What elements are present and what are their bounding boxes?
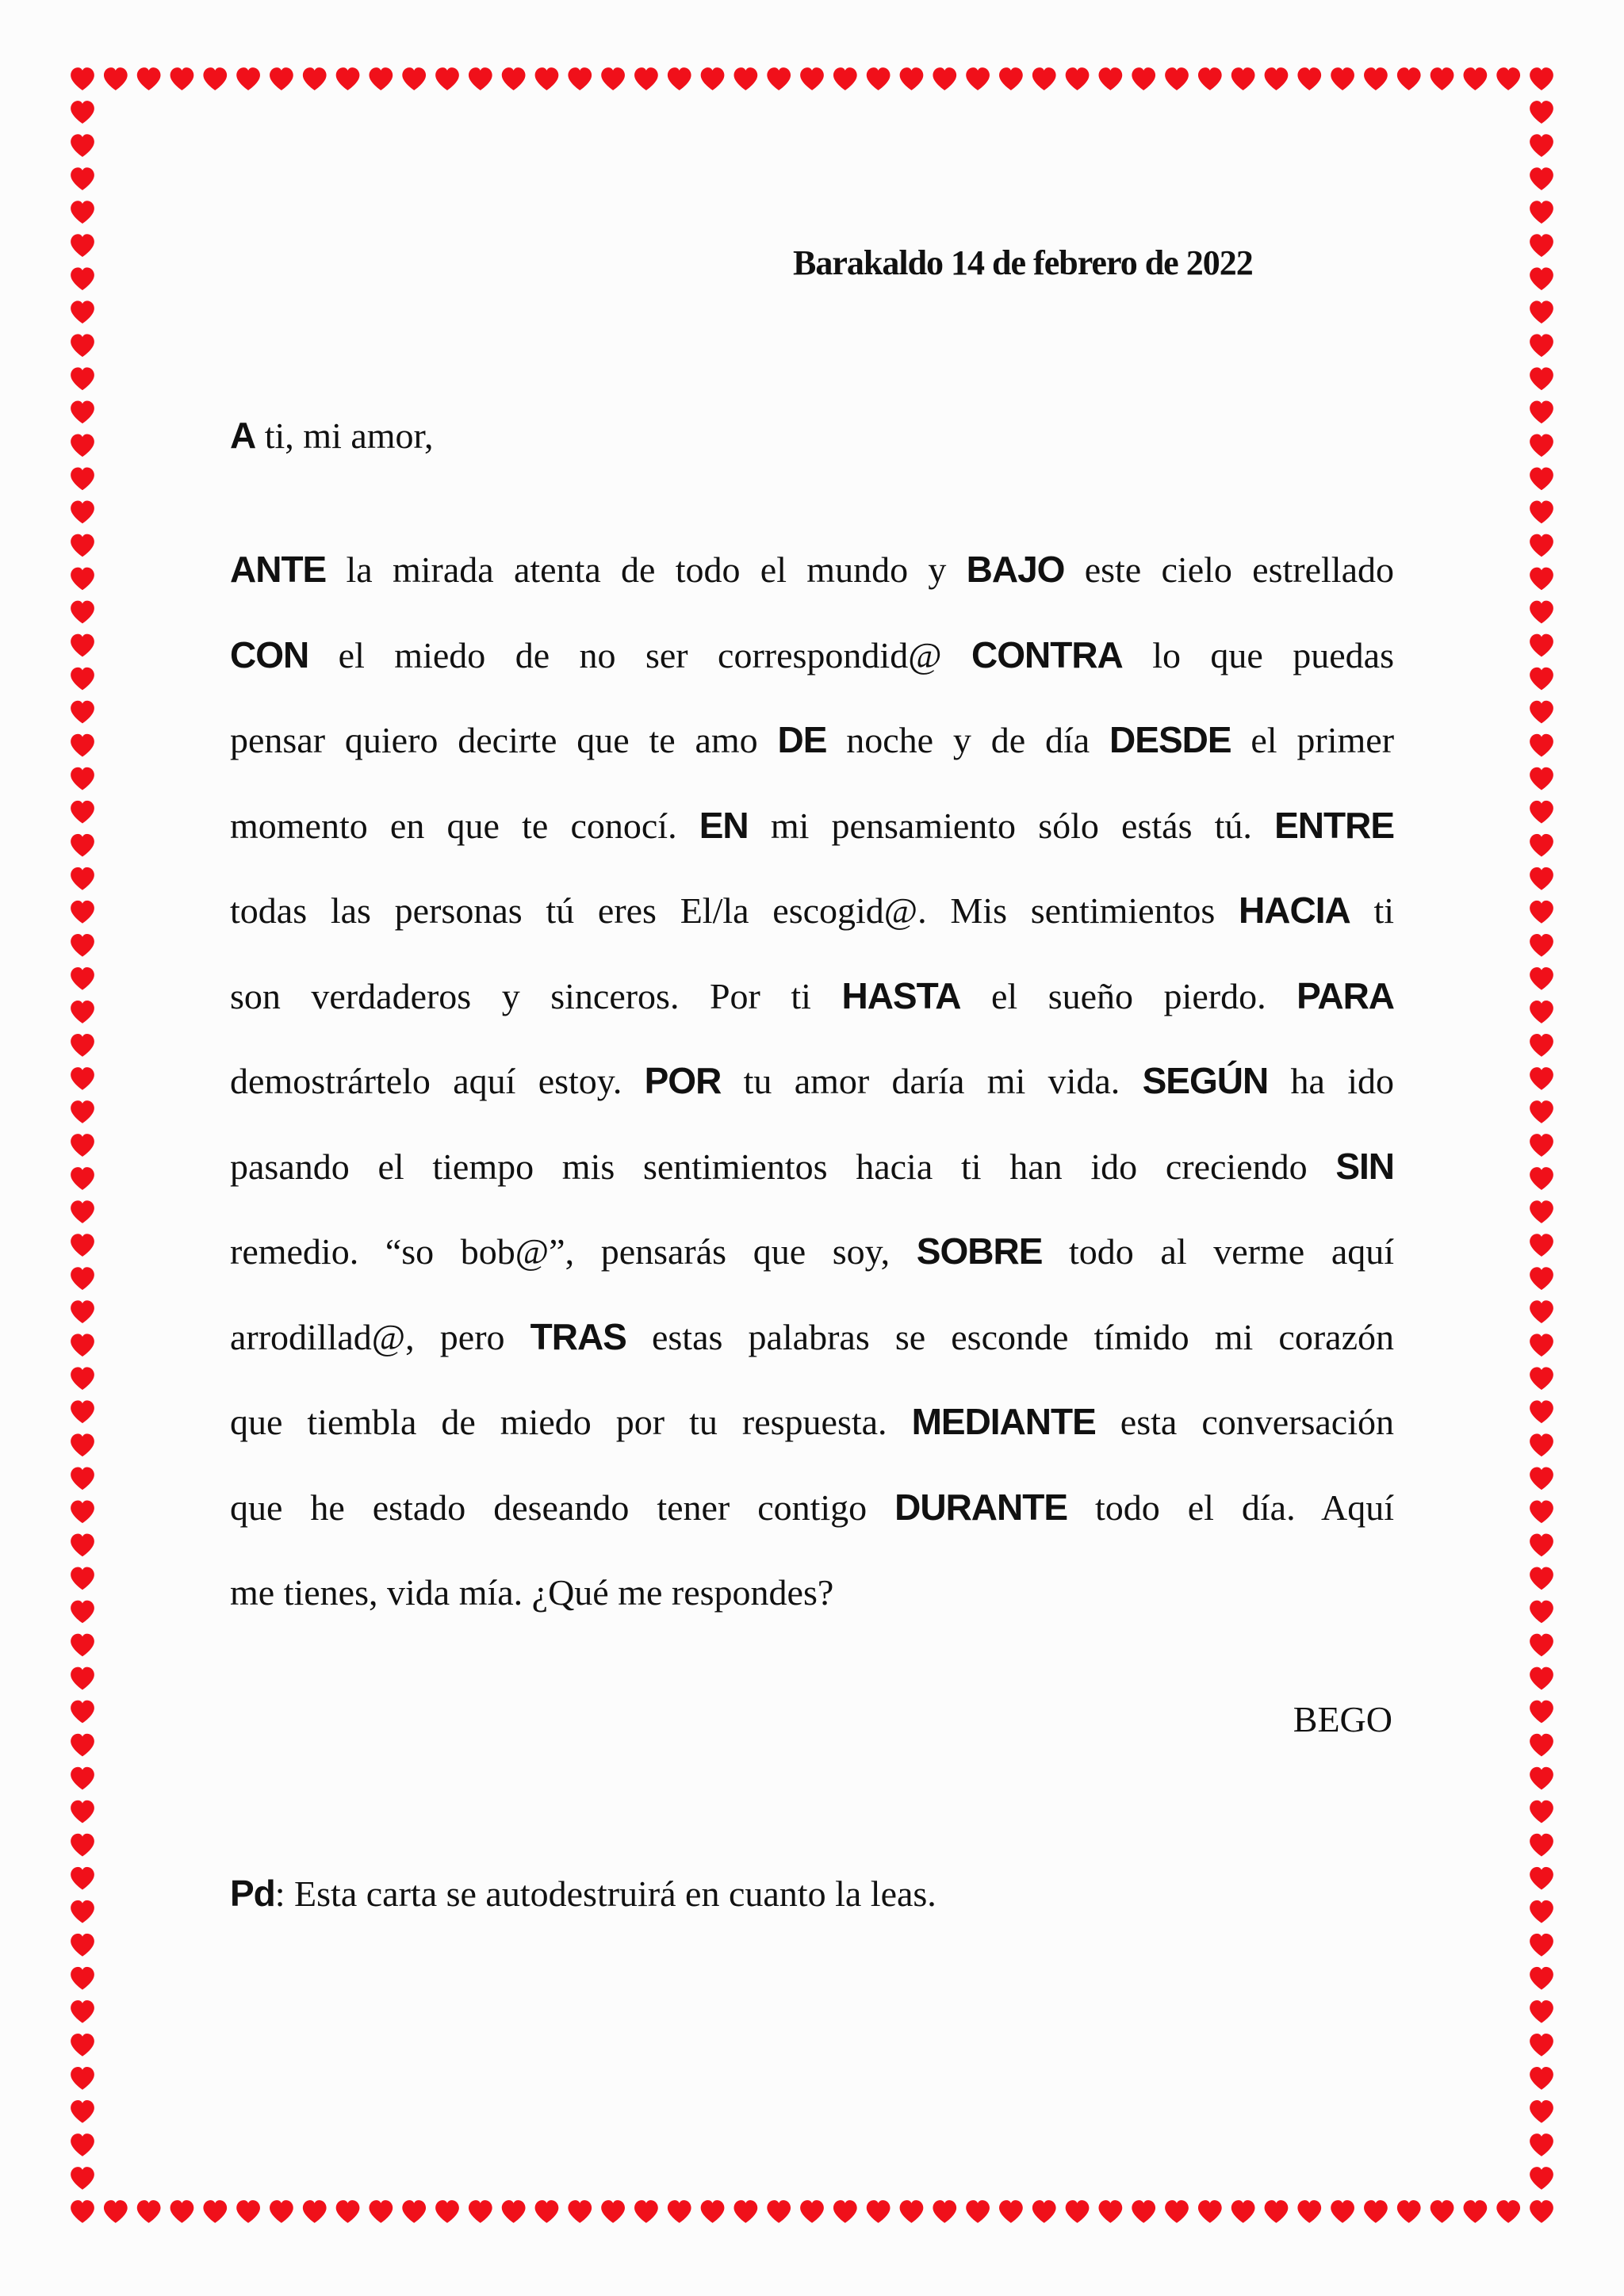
preposition-highlight: TRAS	[530, 1315, 626, 1357]
heart-icon	[601, 67, 625, 90]
body-line	[230, 527, 1394, 613]
heart-icon	[1530, 1800, 1553, 1823]
heart-icon	[1530, 1001, 1553, 1024]
heart-icon	[1032, 67, 1056, 90]
body-text-segment: lo que puedas	[1122, 634, 1394, 675]
heart-icon	[1530, 2200, 1553, 2223]
heart-icon	[270, 67, 293, 90]
heart-icon	[1530, 1433, 1553, 1456]
heart-icon	[71, 1100, 94, 1123]
heart-icon	[1132, 2200, 1155, 2223]
heart-icon	[71, 1334, 94, 1357]
heart-icon	[1530, 2000, 1553, 2023]
heart-icon	[1530, 534, 1553, 557]
heart-icon	[104, 2200, 128, 2223]
heart-icon	[1231, 2200, 1255, 2223]
heart-icon	[137, 2200, 161, 2223]
heart-icon	[833, 67, 857, 90]
heart-icon	[71, 1934, 94, 1957]
heart-icon	[535, 2200, 559, 2223]
heart-icon	[502, 2200, 526, 2223]
heart-icon	[1397, 2200, 1421, 2223]
heart-icon	[303, 2200, 327, 2223]
preposition-highlight: PARA	[1297, 974, 1395, 1016]
heart-icon	[1530, 300, 1553, 323]
heart-icon	[71, 1734, 94, 1757]
heart-icon	[502, 67, 526, 90]
heart-icon	[733, 2200, 757, 2223]
heart-icon	[71, 2000, 94, 2023]
body-line	[230, 613, 1394, 698]
heart-icon	[1530, 334, 1553, 357]
body-text-segment: todas las personas tú eres El/la escogid@. Mis sentimientos	[230, 890, 1239, 931]
heart-icon	[71, 2133, 94, 2156]
body-text-segment: ti	[1350, 890, 1395, 931]
heart-icon	[999, 67, 1023, 90]
heart-icon	[71, 1433, 94, 1456]
heart-icon	[104, 67, 128, 90]
heart-icon	[1530, 1601, 1553, 1624]
heart-icon	[71, 1267, 94, 1290]
preposition-highlight: MEDIANTE	[911, 1401, 1096, 1442]
heart-icon	[1530, 234, 1553, 257]
heart-icon	[634, 67, 658, 90]
heart-icon	[1530, 1167, 1553, 1190]
heart-icon	[71, 1967, 94, 1990]
heart-icon	[71, 601, 94, 624]
heart-icon	[435, 67, 459, 90]
preposition-highlight: HASTA	[841, 974, 961, 1016]
heart-icon	[71, 967, 94, 990]
preposition-highlight: POR	[644, 1060, 722, 1101]
heart-icon	[71, 300, 94, 323]
preposition-highlight: DURANTE	[894, 1486, 1068, 1528]
heart-icon	[1530, 867, 1553, 890]
heart-icon	[469, 2200, 492, 2223]
body-text-segment: esta conversación	[1095, 1402, 1394, 1442]
body-text-segment: son verdaderos y sinceros. Por ti	[230, 975, 842, 1016]
heart-icon	[71, 1134, 94, 1157]
heart-icon	[71, 734, 94, 757]
heart-icon	[1530, 468, 1553, 491]
body-text-segment: me tienes, vida mía. ¿Qué me respondes?	[230, 1572, 834, 1613]
heart-icon	[71, 2067, 94, 2090]
preposition-highlight: HACIA	[1239, 890, 1350, 931]
body-line	[230, 954, 1394, 1039]
heart-icon	[170, 2200, 194, 2223]
preposition-highlight: DE	[777, 719, 827, 760]
heart-icon	[1530, 1500, 1553, 1523]
heart-icon	[867, 2200, 891, 2223]
heart-icon	[1530, 1067, 1553, 1090]
body-line	[230, 783, 1394, 869]
postscript-text: : Esta carta se autodestruirá en cuanto la leas.	[274, 1873, 936, 1914]
body-line	[230, 1380, 1394, 1465]
heart-icon	[71, 167, 94, 190]
heart-icon	[1530, 1367, 1553, 1390]
heart-icon	[1530, 1767, 1553, 1790]
heart-icon	[336, 67, 360, 90]
heart-icon	[1530, 134, 1553, 157]
heart-icon	[1530, 801, 1553, 824]
heart-icon	[71, 1001, 94, 1024]
body-line	[230, 1550, 1394, 1636]
heart-icon	[170, 67, 194, 90]
heart-icon	[1530, 2100, 1553, 2123]
heart-icon	[71, 2034, 94, 2057]
heart-icon	[1331, 67, 1354, 90]
preposition-highlight: EN	[699, 804, 749, 846]
body-text-segment: la mirada atenta de todo el mundo y	[326, 549, 967, 590]
heart-icon	[1431, 2200, 1454, 2223]
heart-icon	[1530, 2067, 1553, 2090]
heart-icon	[1397, 67, 1421, 90]
heart-icon	[369, 2200, 393, 2223]
heart-icon	[71, 1767, 94, 1790]
preposition-highlight: CON	[230, 633, 309, 675]
heart-icon	[71, 1800, 94, 1823]
heart-icon	[1530, 1200, 1553, 1223]
heart-icon	[1463, 67, 1487, 90]
letter-body	[230, 527, 1394, 1636]
body-text-segment: demostrártelo aquí estoy.	[230, 1061, 645, 1101]
body-line	[230, 1465, 1394, 1551]
heart-icon	[900, 2200, 924, 2223]
preposition-highlight: ANTE	[230, 549, 327, 590]
heart-icon	[1530, 1400, 1553, 1423]
heart-icon	[1364, 67, 1388, 90]
heart-icon	[71, 1300, 94, 1323]
heart-icon	[369, 67, 393, 90]
body-text-segment: el sueño pierdo.	[960, 975, 1297, 1016]
heart-icon	[1530, 1667, 1553, 1690]
heart-icon	[71, 1200, 94, 1223]
heart-icon	[634, 2200, 658, 2223]
heart-icon	[71, 668, 94, 691]
heart-icon	[1530, 167, 1553, 190]
heart-icon	[1530, 1267, 1553, 1290]
heart-icon	[1198, 2200, 1222, 2223]
heart-icon	[1496, 67, 1520, 90]
heart-icon	[71, 1601, 94, 1624]
heart-icon	[1431, 67, 1454, 90]
heart-icon	[71, 501, 94, 524]
heart-icon	[1297, 2200, 1321, 2223]
postscript	[230, 1872, 936, 1915]
heart-icon	[1530, 2167, 1553, 2190]
heart-icon	[71, 1167, 94, 1190]
salutation-rest: ti, mi amor,	[255, 415, 434, 456]
heart-icon	[1098, 2200, 1122, 2223]
heart-icon	[71, 1567, 94, 1590]
body-text-segment: que tiembla de miedo por tu respuesta.	[230, 1402, 912, 1442]
heart-icon	[469, 67, 492, 90]
heart-icon	[71, 1067, 94, 1090]
heart-icon	[1530, 67, 1553, 90]
heart-icon	[668, 2200, 691, 2223]
body-text-segment: este cielo estrellado	[1064, 549, 1394, 590]
heart-icon	[1530, 1567, 1553, 1590]
heart-icon	[1530, 1534, 1553, 1557]
heart-icon	[1530, 701, 1553, 724]
heart-icon	[71, 867, 94, 890]
heart-icon	[236, 2200, 260, 2223]
heart-icon	[236, 67, 260, 90]
body-text-segment: noche y de día	[826, 720, 1110, 760]
heart-icon	[767, 67, 791, 90]
heart-icon	[1265, 2200, 1289, 2223]
heart-icon	[71, 1701, 94, 1724]
heart-icon	[1530, 2034, 1553, 2057]
body-text-segment: remedio. “so bob@”, pensarás que soy,	[230, 1231, 917, 1272]
heart-icon	[535, 67, 559, 90]
body-line	[230, 868, 1394, 954]
body-text-segment: arrodillad@, pero	[230, 1316, 530, 1357]
heart-icon	[1165, 67, 1189, 90]
heart-icon	[1530, 267, 1553, 290]
preposition-highlight: BAJO	[966, 549, 1065, 590]
body-line	[230, 1209, 1394, 1295]
heart-icon	[1530, 1100, 1553, 1123]
heart-icon	[833, 2200, 857, 2223]
heart-icon	[1364, 2200, 1388, 2223]
heart-icon	[701, 2200, 725, 2223]
heart-icon	[1530, 1967, 1553, 1990]
heart-icon	[71, 2167, 94, 2190]
heart-icon	[933, 67, 956, 90]
body-line	[230, 1039, 1394, 1124]
preposition-highlight: SOBRE	[916, 1230, 1043, 1272]
heart-icon	[71, 1400, 94, 1423]
heart-icon	[867, 67, 891, 90]
heart-icon	[71, 2200, 94, 2223]
heart-icon	[71, 468, 94, 491]
body-line	[230, 1124, 1394, 1210]
heart-icon	[71, 67, 94, 90]
heart-icon	[336, 2200, 360, 2223]
heart-icon	[71, 434, 94, 457]
heart-icon	[71, 101, 94, 124]
heart-icon	[1165, 2200, 1189, 2223]
heart-icon	[1132, 67, 1155, 90]
heart-icon	[71, 1534, 94, 1557]
heart-icon	[71, 634, 94, 657]
heart-icon	[71, 1034, 94, 1057]
heart-icon	[1530, 400, 1553, 423]
heart-icon	[800, 67, 824, 90]
heart-icon	[1530, 601, 1553, 624]
heart-icon	[1530, 834, 1553, 857]
heart-icon	[1530, 634, 1553, 657]
heart-icon	[999, 2200, 1023, 2223]
heart-icon	[71, 1634, 94, 1657]
heart-icon	[402, 2200, 426, 2223]
heart-icon	[71, 767, 94, 790]
preposition-highlight: SIN	[1335, 1145, 1394, 1187]
heart-icon	[71, 834, 94, 857]
body-text-segment: todo al verme aquí	[1042, 1231, 1395, 1272]
heart-icon	[1530, 767, 1553, 790]
heart-icon	[966, 2200, 990, 2223]
heart-icon	[71, 568, 94, 591]
body-text-segment: mi pensamiento sólo estás tú.	[748, 805, 1275, 846]
heart-icon	[71, 1367, 94, 1390]
heart-icon	[1530, 1334, 1553, 1357]
body-text-segment: ha ido	[1268, 1061, 1394, 1101]
heart-icon	[1530, 967, 1553, 990]
heart-icon	[1530, 1234, 1553, 1257]
heart-icon	[1530, 1634, 1553, 1657]
heart-icon	[1530, 934, 1553, 957]
body-text-segment: estas palabras se esconde tímido mi corazón	[626, 1316, 1394, 1357]
heart-icon	[1032, 2200, 1056, 2223]
heart-icon	[1530, 1701, 1553, 1724]
heart-icon	[933, 2200, 956, 2223]
heart-icon	[1066, 67, 1090, 90]
heart-icon	[1066, 2200, 1090, 2223]
heart-icon	[966, 67, 990, 90]
heart-icon	[71, 1234, 94, 1257]
body-line	[230, 698, 1394, 783]
postscript-label: Pd	[230, 1873, 275, 1914]
body-text-segment: tu amor daría mi vida.	[721, 1061, 1143, 1101]
heart-icon	[767, 2200, 791, 2223]
heart-icon	[733, 67, 757, 90]
heart-icon	[71, 1500, 94, 1523]
heart-icon	[1530, 434, 1553, 457]
heart-icon	[71, 201, 94, 224]
body-text-segment: pensar quiero decirte que te amo	[230, 720, 778, 760]
heart-icon	[568, 2200, 592, 2223]
salutation-bold: A	[230, 415, 256, 456]
heart-icon	[1530, 1034, 1553, 1057]
heart-icon	[1530, 101, 1553, 124]
preposition-highlight: ENTRE	[1274, 804, 1395, 846]
heart-icon	[1530, 668, 1553, 691]
heart-icon	[71, 334, 94, 357]
heart-icon	[435, 2200, 459, 2223]
body-text-segment: el miedo de no ser correspondid@	[308, 634, 971, 675]
heart-icon	[1297, 67, 1321, 90]
heart-icon	[1530, 201, 1553, 224]
heart-icon	[1265, 67, 1289, 90]
salutation	[230, 414, 434, 457]
heart-icon	[71, 1867, 94, 1890]
heart-icon	[71, 1467, 94, 1490]
heart-icon	[71, 1834, 94, 1857]
heart-icon	[71, 1900, 94, 1923]
preposition-highlight: CONTRA	[971, 633, 1123, 675]
heart-icon	[71, 400, 94, 423]
date-line: Barakaldo 14 de febrero de 2022	[793, 243, 1253, 282]
heart-icon	[71, 134, 94, 157]
heart-icon	[1530, 1934, 1553, 1957]
heart-icon	[402, 67, 426, 90]
heart-icon	[1496, 2200, 1520, 2223]
body-text-segment: momento en que te conocí.	[230, 805, 699, 846]
heart-icon	[1530, 1734, 1553, 1757]
heart-icon	[71, 801, 94, 824]
body-text-segment: el primer	[1231, 720, 1395, 760]
heart-icon	[601, 2200, 625, 2223]
heart-icon	[71, 267, 94, 290]
signature: BEGO	[1293, 1699, 1392, 1739]
heart-icon	[1530, 367, 1553, 390]
heart-icon	[137, 67, 161, 90]
heart-icon	[1530, 2133, 1553, 2156]
heart-icon	[71, 367, 94, 390]
heart-icon	[1530, 1867, 1553, 1890]
heart-icon	[800, 2200, 824, 2223]
heart-icon	[1530, 1834, 1553, 1857]
heart-icon	[1530, 1467, 1553, 1490]
heart-icon	[203, 67, 227, 90]
heart-icon	[71, 901, 94, 924]
heart-icon	[1530, 1900, 1553, 1923]
heart-icon	[1530, 1134, 1553, 1157]
heart-icon	[71, 534, 94, 557]
heart-icon	[303, 67, 327, 90]
heart-icon	[1198, 67, 1222, 90]
heart-icon	[1463, 2200, 1487, 2223]
body-line	[230, 1295, 1394, 1380]
heart-icon	[71, 934, 94, 957]
heart-icon	[71, 701, 94, 724]
heart-icon	[203, 2200, 227, 2223]
heart-icon	[71, 1667, 94, 1690]
body-text-segment: todo el día. Aquí	[1067, 1487, 1394, 1528]
body-text-segment: que he estado deseando tener contigo	[230, 1487, 895, 1528]
heart-icon	[701, 67, 725, 90]
heart-icon	[1530, 901, 1553, 924]
heart-icon	[1530, 568, 1553, 591]
heart-icon	[71, 234, 94, 257]
heart-icon	[1530, 501, 1553, 524]
heart-icon	[270, 2200, 293, 2223]
heart-icon	[1530, 1300, 1553, 1323]
heart-icon	[900, 67, 924, 90]
heart-icon	[1231, 67, 1255, 90]
heart-icon	[668, 67, 691, 90]
preposition-highlight: DESDE	[1109, 719, 1231, 760]
heart-icon	[1530, 734, 1553, 757]
body-text-segment: pasando el tiempo mis sentimientos hacia ti han ido creciendo	[230, 1146, 1336, 1187]
heart-icon	[1098, 67, 1122, 90]
heart-icon	[568, 67, 592, 90]
heart-icon	[1331, 2200, 1354, 2223]
heart-icon	[71, 2100, 94, 2123]
preposition-highlight: SEGÚN	[1142, 1060, 1269, 1101]
